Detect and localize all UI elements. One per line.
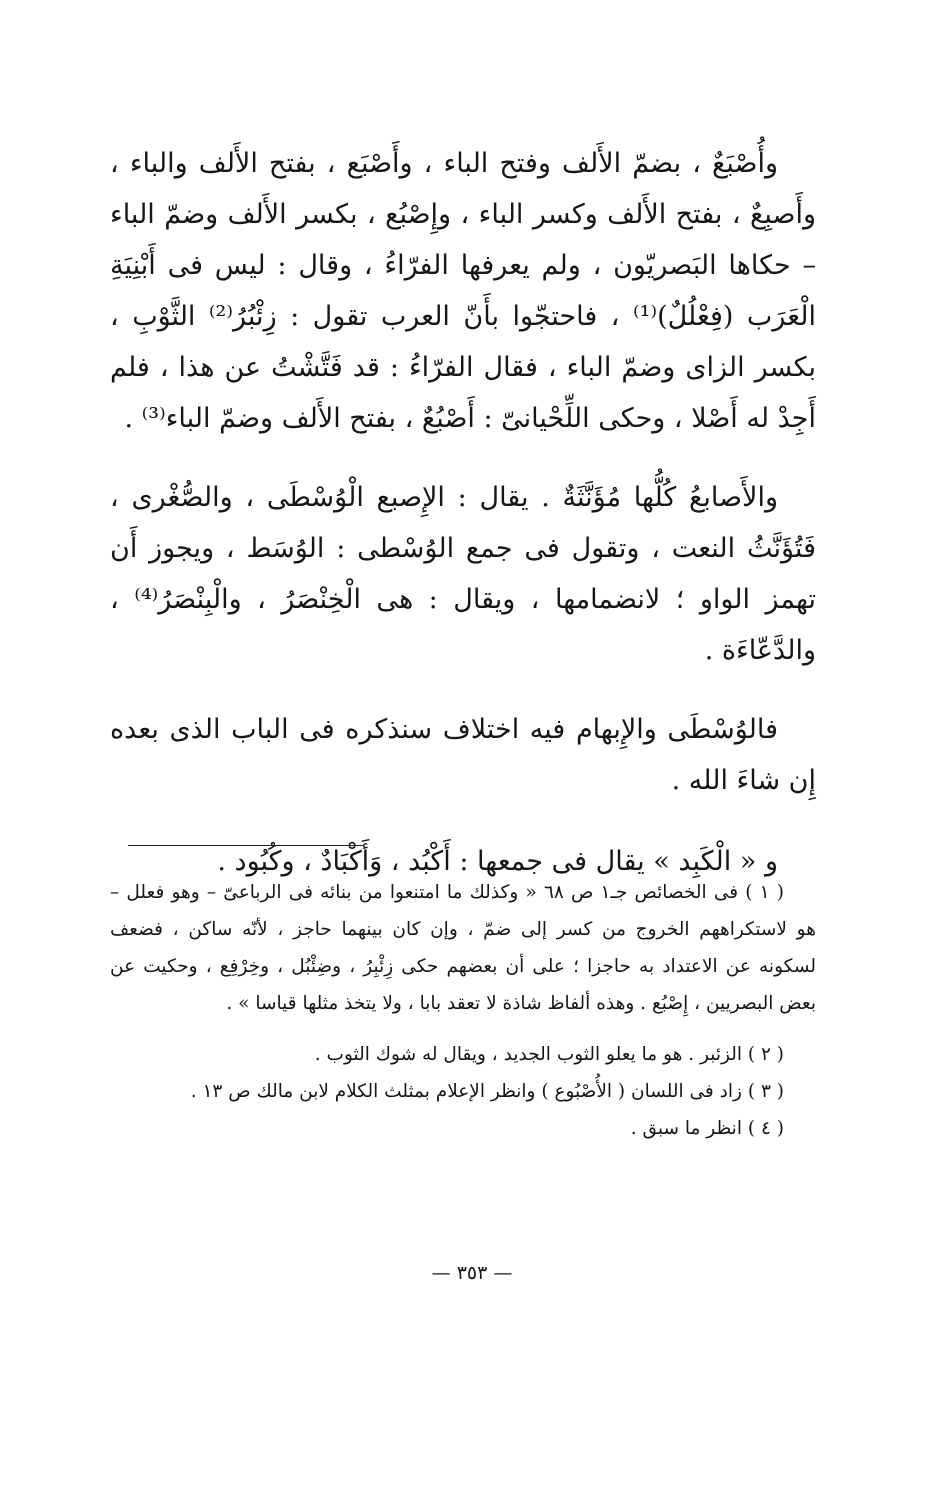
footnote-3: ( ٣ ) زاد فى اللسان ( الأُصْبُوع ) وانظر الإعلام بمثلث الكلام لابن مالك ص ١٣ . — [190, 1081, 784, 1102]
footnote-4: ( ٤ ) انظر ما سبق . — [630, 1118, 784, 1139]
page-number: — ٣٥٣ — — [431, 1262, 513, 1284]
paragraph-fingers-feminine: والأَصابعُ كُلُّها مُؤَنَّثَةٌ . يقال : الإِصبع الْوُسْطَى ، والصُّغْرى ، فَتُؤَنَّثُ النعت ، وتقول فى جمع الوُسْطى : الوُسَط ، ويجوز أَن تهمز الواو ؛ لانضمامها ، ويقال : هى الْخِنْصَرُ ، والْبِنْصَرُ⁽⁴⁾ ، والدَّعّاءَة . — [110, 482, 816, 666]
footnote-divider — [128, 845, 363, 846]
paragraph-middle-finger: فالوُسْطَى والإِبهام فيه اختلاف سنذكره فى الباب الذى بعده إِن شاءَ الله . — [110, 714, 816, 796]
footnote-1: ( ١ ) فى الخصائص جـ١ ص ٦٨ « وكذلك ما امتنعوا من بنائه فى الرباعىّ – وهو فعلل – هو لاستكراههم الخروج من كسر إلى ضمّ ، وإن كان بينهما حاجز ، لأنّه ساكن ، فضعف لسكونه عن الاعتداد به حاجزا ؛ على أن بعضهم حكى زِئْبِرُ ، وضِئْبُل ، وخِرْفِع ، وحكيت عن بعض البصريين ، إِصْبُع . وهذه ألفاظ شاذة لا تعقد بابا ، ولا يتخذ مثلها قياسا » . — [110, 882, 816, 1014]
paragraph-kabid-plural: و « الْكَبِد » يقال فى جمعها : أَكْبُد ، وَأَكْبَادٌ ، وكُبُود . — [217, 846, 778, 877]
footnote-2: ( ٢ ) الزئبر . هو ما يعلو الثوب الجديد ، ويقال له شوك الثوب . — [314, 1044, 784, 1065]
footnotes — [110, 874, 816, 1147]
paragraph-asbu-forms: وأُصْبَعٌ ، بضمّ الأَلف وفتح الباء ، وأَصْبَع ، بفتح الأَلف والباء ، وأَصبِعٌ ، بفتح الأَلف وكسر الباء ، وإِصْبُع ، بكسر الأَلف وضمّ الباء – حكاها البَصريّون ، ولم يعرفها الفرّاءُ ، وقال : ليس فى أَبْنِيَةِ الْعَرَب (فِعْلُلٌ)⁽¹⁾ ، فاحتجّوا بأَنّ العرب تقول : زِئْبُرُ⁽²⁾ الثَّوْبِ ، بكسر الزاى وضمّ الباء ، فقال الفرّاءُ : قد فَتَّشْتُ عن هذا ، فلم أَجِدْ له أَصْلا ، وحكى اللِّحْيانىّ : أَصْبُعٌ ، بفتح الأَلف وضمّ الباء⁽³⁾ . — [110, 148, 816, 434]
main-text — [110, 138, 816, 887]
